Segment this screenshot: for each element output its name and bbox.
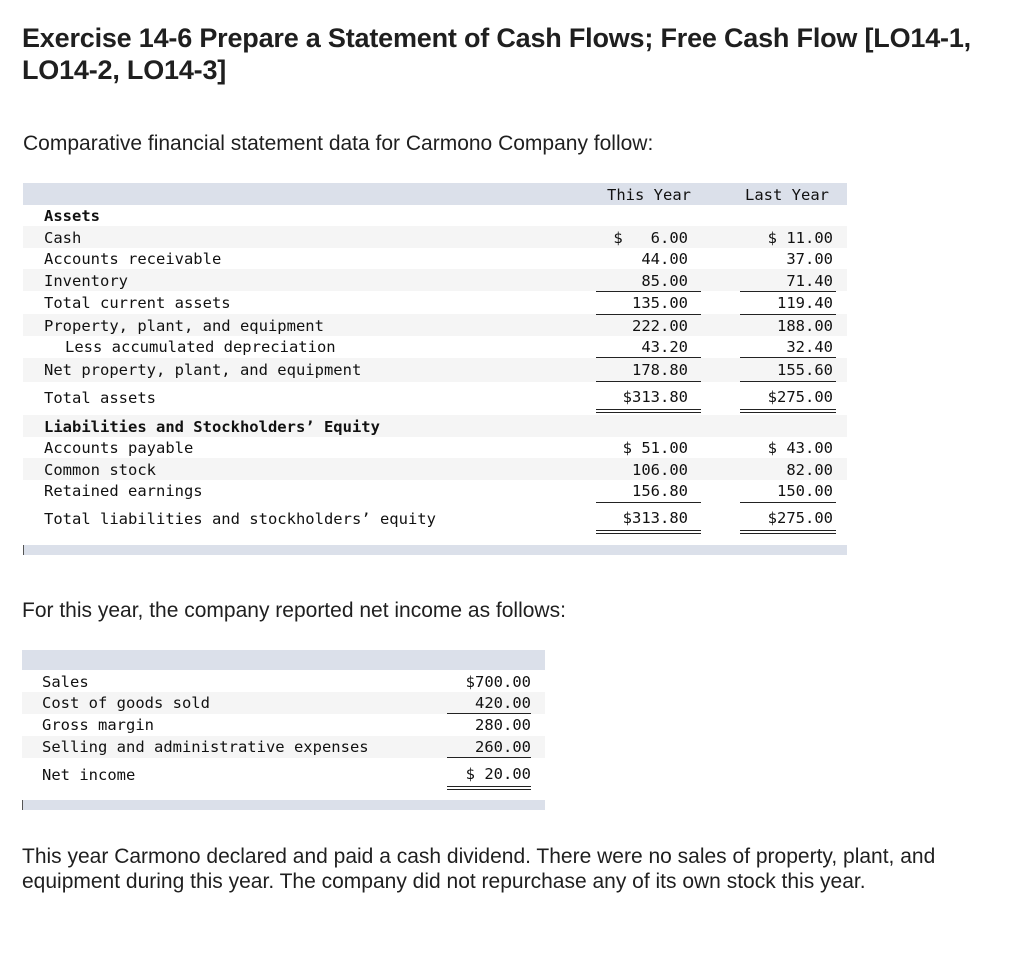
accum-dep-this-year: 43.20	[641, 338, 688, 356]
re-last-year: 150.00	[777, 482, 833, 500]
total-assets-this-year: $313.80	[622, 388, 688, 406]
col-header-this-year: This Year	[607, 186, 691, 204]
tca-last-year: 119.40	[777, 294, 833, 312]
total-le-last-year: $275.00	[767, 509, 833, 527]
ppe-last-year: 188.00	[777, 317, 833, 335]
row-label-retained-earnings: Retained earnings	[44, 482, 203, 500]
total-assets-last-year: $275.00	[767, 388, 833, 406]
cs-this-year: 106.00	[632, 461, 688, 479]
is-value-sae: 260.00	[475, 738, 531, 756]
assets-heading: Assets	[44, 207, 100, 225]
col-header-last-year: Last Year	[745, 186, 829, 204]
row-label-total-current-assets: Total current assets	[44, 294, 231, 312]
accum-dep-last-year: 32.40	[786, 338, 833, 356]
ar-this-year: 44.00	[641, 250, 688, 268]
row-label-total-assets: Total assets	[44, 389, 156, 407]
row-label-total-liabilities-equity: Total liabilities and stockholders’ equity	[44, 510, 436, 528]
ap-this-year: $ 51.00	[622, 439, 688, 457]
is-value-cogs: 420.00	[475, 694, 531, 712]
re-this-year: 156.80	[632, 482, 688, 500]
exercise-title: Exercise 14-6 Prepare a Statement of Cash Flows; Free Cash Flow [LO14-1, LO14-2, LO14-3]	[22, 23, 971, 85]
ar-last-year: 37.00	[786, 250, 833, 268]
cs-last-year: 82.00	[786, 461, 833, 479]
cash-last-year: $ 11.00	[767, 229, 833, 247]
intro-text: Comparative financial statement data for Carmono Company follow:	[23, 132, 654, 155]
cash-this-year: $ 6.00	[613, 229, 688, 247]
row-label-ppe: Property, plant, and equipment	[44, 317, 324, 335]
is-label-sales: Sales	[42, 673, 89, 691]
is-label-cogs: Cost of goods sold	[42, 694, 210, 712]
inventory-this-year: 85.00	[641, 272, 688, 290]
net-ppe-last-year: 155.60	[777, 361, 833, 379]
ap-last-year: $ 43.00	[767, 439, 833, 457]
ppe-this-year: 222.00	[632, 317, 688, 335]
inventory-last-year: 71.40	[786, 272, 833, 290]
row-label-net-ppe: Net property, plant, and equipment	[44, 361, 362, 379]
row-label-accum-depreciation: Less accumulated depreciation	[65, 338, 336, 356]
net-ppe-this-year: 178.80	[632, 361, 688, 379]
liabilities-heading: Liabilities and Stockholders’ Equity	[44, 418, 380, 436]
is-label-net-income: Net income	[42, 766, 136, 784]
row-label-inventory: Inventory	[44, 272, 128, 290]
is-label-sae: Selling and administrative expenses	[42, 738, 369, 756]
row-label-accounts-payable: Accounts payable	[44, 439, 194, 457]
tca-this-year: 135.00	[632, 294, 688, 312]
row-label-ar: Accounts receivable	[44, 250, 222, 268]
row-label-cash: Cash	[44, 229, 82, 247]
is-value-sales: $700.00	[465, 673, 531, 691]
row-label-common-stock: Common stock	[44, 461, 156, 479]
is-label-gross-margin: Gross margin	[42, 716, 154, 734]
income-intro-text: For this year, the company reported net income as follows:	[22, 599, 566, 622]
total-le-this-year: $313.80	[622, 509, 688, 527]
is-value-net-income: $ 20.00	[465, 765, 531, 783]
closing-text: This year Carmono declared and paid a cash dividend. There were no sales of property, plant, and equipment during this year. The company did not repurchase any of its own stock this year.	[22, 845, 936, 893]
is-value-gross-margin: 280.00	[475, 716, 531, 734]
